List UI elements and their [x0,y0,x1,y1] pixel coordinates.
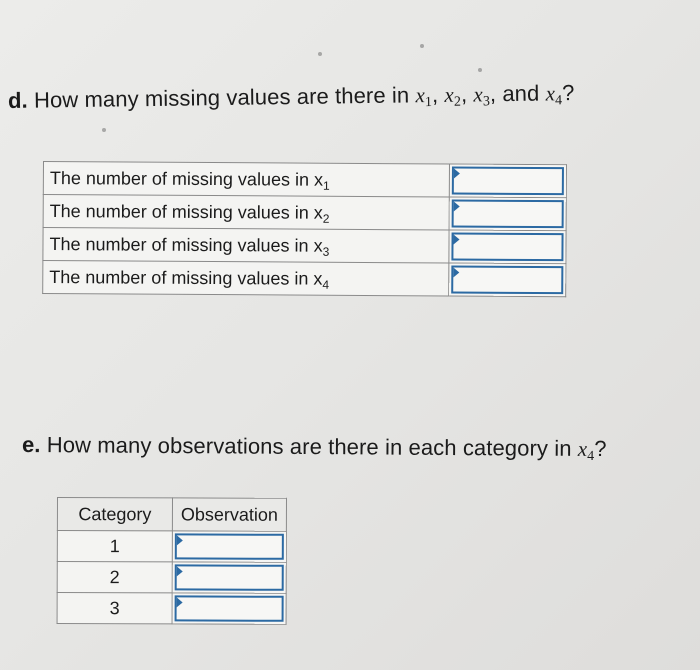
question-e-mark: ? [594,435,607,462]
question-d-and: and [502,80,540,107]
question-d: d. How many missing values are there in $x_1$, $x_2$, $x_3$, and $x_4$? [7,80,575,113]
table-header-row [57,498,286,532]
answer-cell [172,531,286,562]
answer-cell [172,562,286,593]
category-value: 2 [57,562,172,593]
category-value: 1 [57,531,172,562]
var-x4: $x_4$ [577,436,595,464]
input-marker-icon [453,202,459,212]
table-row [43,195,566,231]
input-marker-icon [177,535,183,545]
table-row [43,228,566,264]
missing-x4-input[interactable] [451,265,563,294]
missing-values-table [42,161,567,297]
question-d-label: d. [7,87,28,113]
table-row [43,162,566,198]
input-marker-icon [177,597,183,607]
table-row [57,593,286,625]
missing-x3-input[interactable] [451,232,563,261]
observation-2-input[interactable] [175,564,284,590]
observation-1-input[interactable] [175,533,284,559]
question-e-label: e. [21,432,41,458]
question-d-text: How many missing values are there in [33,82,410,113]
missing-x1-input[interactable] [452,166,564,195]
question-d-mark: ? [561,80,575,106]
answer-cell [449,230,566,264]
answer-cell [448,263,565,297]
input-marker-icon [453,268,459,278]
row-label: The number of missing values in $x_4$ [43,261,449,296]
var-x3: $x_3$ [473,82,491,110]
speck [478,68,482,72]
missing-x2-input[interactable] [451,199,563,228]
speck [318,52,322,56]
var-x1: $x_1$ [415,83,433,111]
answer-cell [172,593,286,624]
table-row [57,562,286,594]
input-marker-icon [453,235,459,245]
answer-cell [449,164,566,198]
header-category: Category [57,498,172,531]
input-marker-icon [454,169,460,179]
var-x4: $x_4$ [545,81,563,109]
category-value: 3 [57,593,172,624]
answer-cell [449,197,566,231]
table-row [57,531,286,563]
category-table [57,497,287,625]
row-label: The number of missing values in $x_2$ [43,195,449,230]
var-x2: $x_2$ [444,82,462,110]
input-marker-icon [177,566,183,576]
speck [420,44,424,48]
observation-3-input[interactable] [175,595,284,621]
speck [102,128,106,132]
row-label: The number of missing values in $x_3$ [43,228,449,263]
table-row [43,261,566,297]
header-observation: Observation [172,498,286,531]
question-e [22,432,607,462]
row-label: The number of missing values in $x_1$ [43,162,449,197]
question-e-text: How many observations are there in each category in [46,432,572,461]
